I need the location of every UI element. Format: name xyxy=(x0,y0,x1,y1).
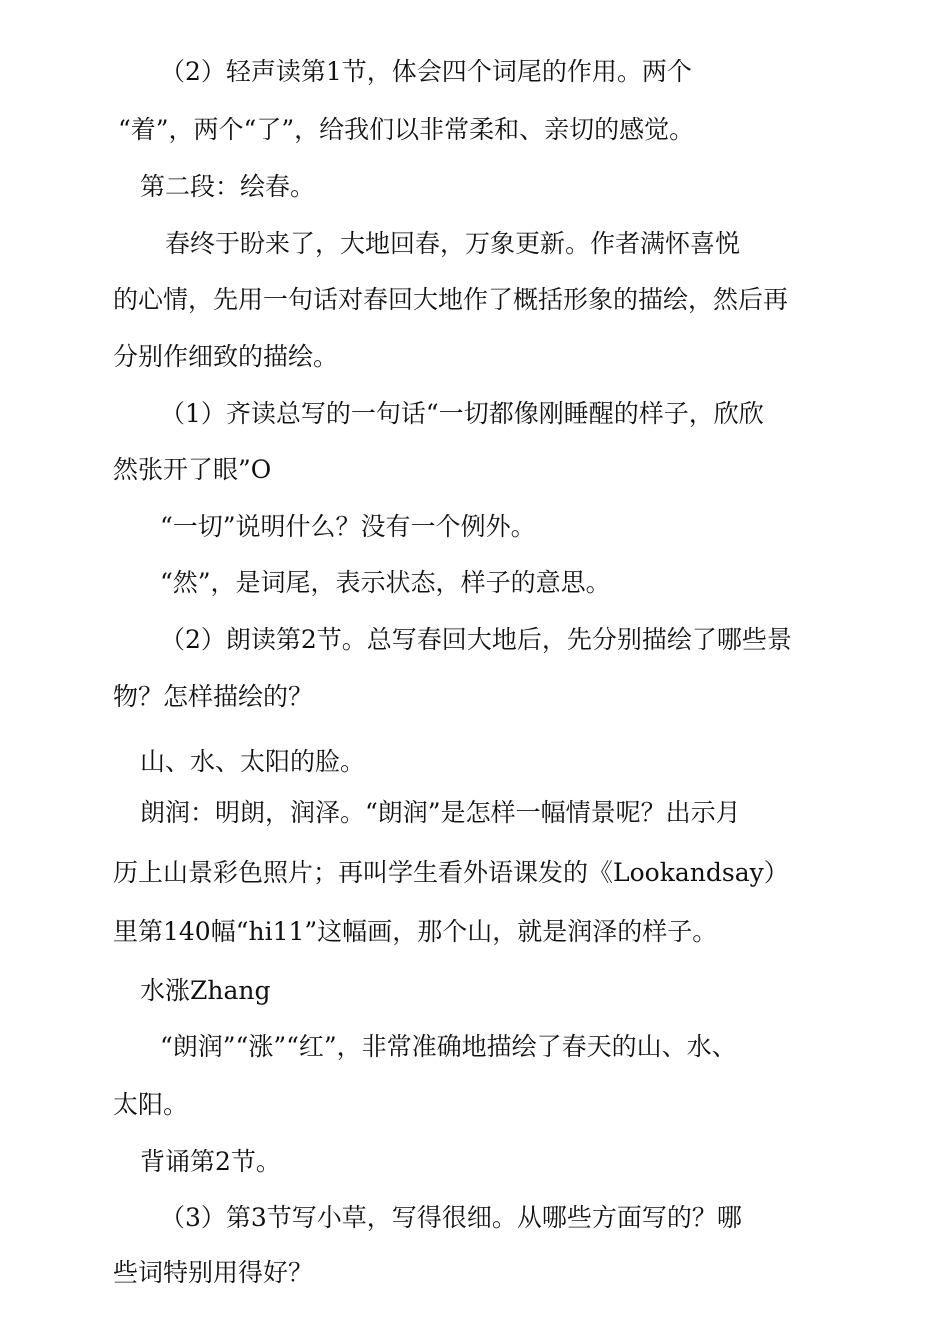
text-line-13: 山、水、太阳的脸。 xyxy=(140,747,366,776)
text-line-4: 春终于盼来了，大地回春，万象更新。作者满怀喜悦 xyxy=(165,229,741,258)
text-line-14: 朗润：明朗，润泽。“朗润”是怎样一幅情景呢？出示月 xyxy=(140,798,741,827)
text-line-5: 的心情，先用一句话对春回大地作了概括形象的描绘，然后再 xyxy=(113,285,789,314)
text-line-16: 里第140幅“hi11”这幅画，那个山，就是润泽的样子。 xyxy=(113,917,718,946)
text-line-9: “一切”说明什么？没有一个例外。 xyxy=(160,512,536,541)
text-line-22: 些词特别用得好？ xyxy=(113,1258,314,1287)
text-line-6: 分别作细致的描绘。 xyxy=(113,342,339,371)
text-line-17: 水涨Zhang xyxy=(140,976,271,1005)
text-line-15: 历上山景彩色照片；再叫学生看外语课发的《Lookandsay） xyxy=(113,858,789,887)
text-line-10: “然”，是词尾，表示状态，样子的意思。 xyxy=(160,568,611,597)
text-line-3: 第二段：绘春。 xyxy=(140,172,316,201)
text-line-2: “着”，两个“了”，给我们以非常柔和、亲切的感觉。 xyxy=(118,115,695,144)
text-line-1: （2）轻声读第1节，体会四个词尾的作用。两个 xyxy=(160,57,692,86)
text-line-21: （3）第3节写小草，写得很细。从哪些方面写的？哪 xyxy=(160,1203,742,1232)
text-line-19: 太阳。 xyxy=(113,1090,189,1119)
text-line-12: 物？怎样描绘的？ xyxy=(113,682,314,711)
text-line-20: 背诵第2节。 xyxy=(140,1147,281,1176)
text-line-8: 然张开了眼”O xyxy=(113,455,272,484)
text-line-11: （2）朗读第2节。总写春回大地后，先分别描绘了哪些景 xyxy=(160,625,792,654)
text-line-7: （1）齐读总写的一句话“一切都像刚睡醒的样子，欣欣 xyxy=(160,399,764,428)
text-line-18: “朗润”“涨”“红”，非常准确地描绘了春天的山、水、 xyxy=(160,1032,737,1061)
